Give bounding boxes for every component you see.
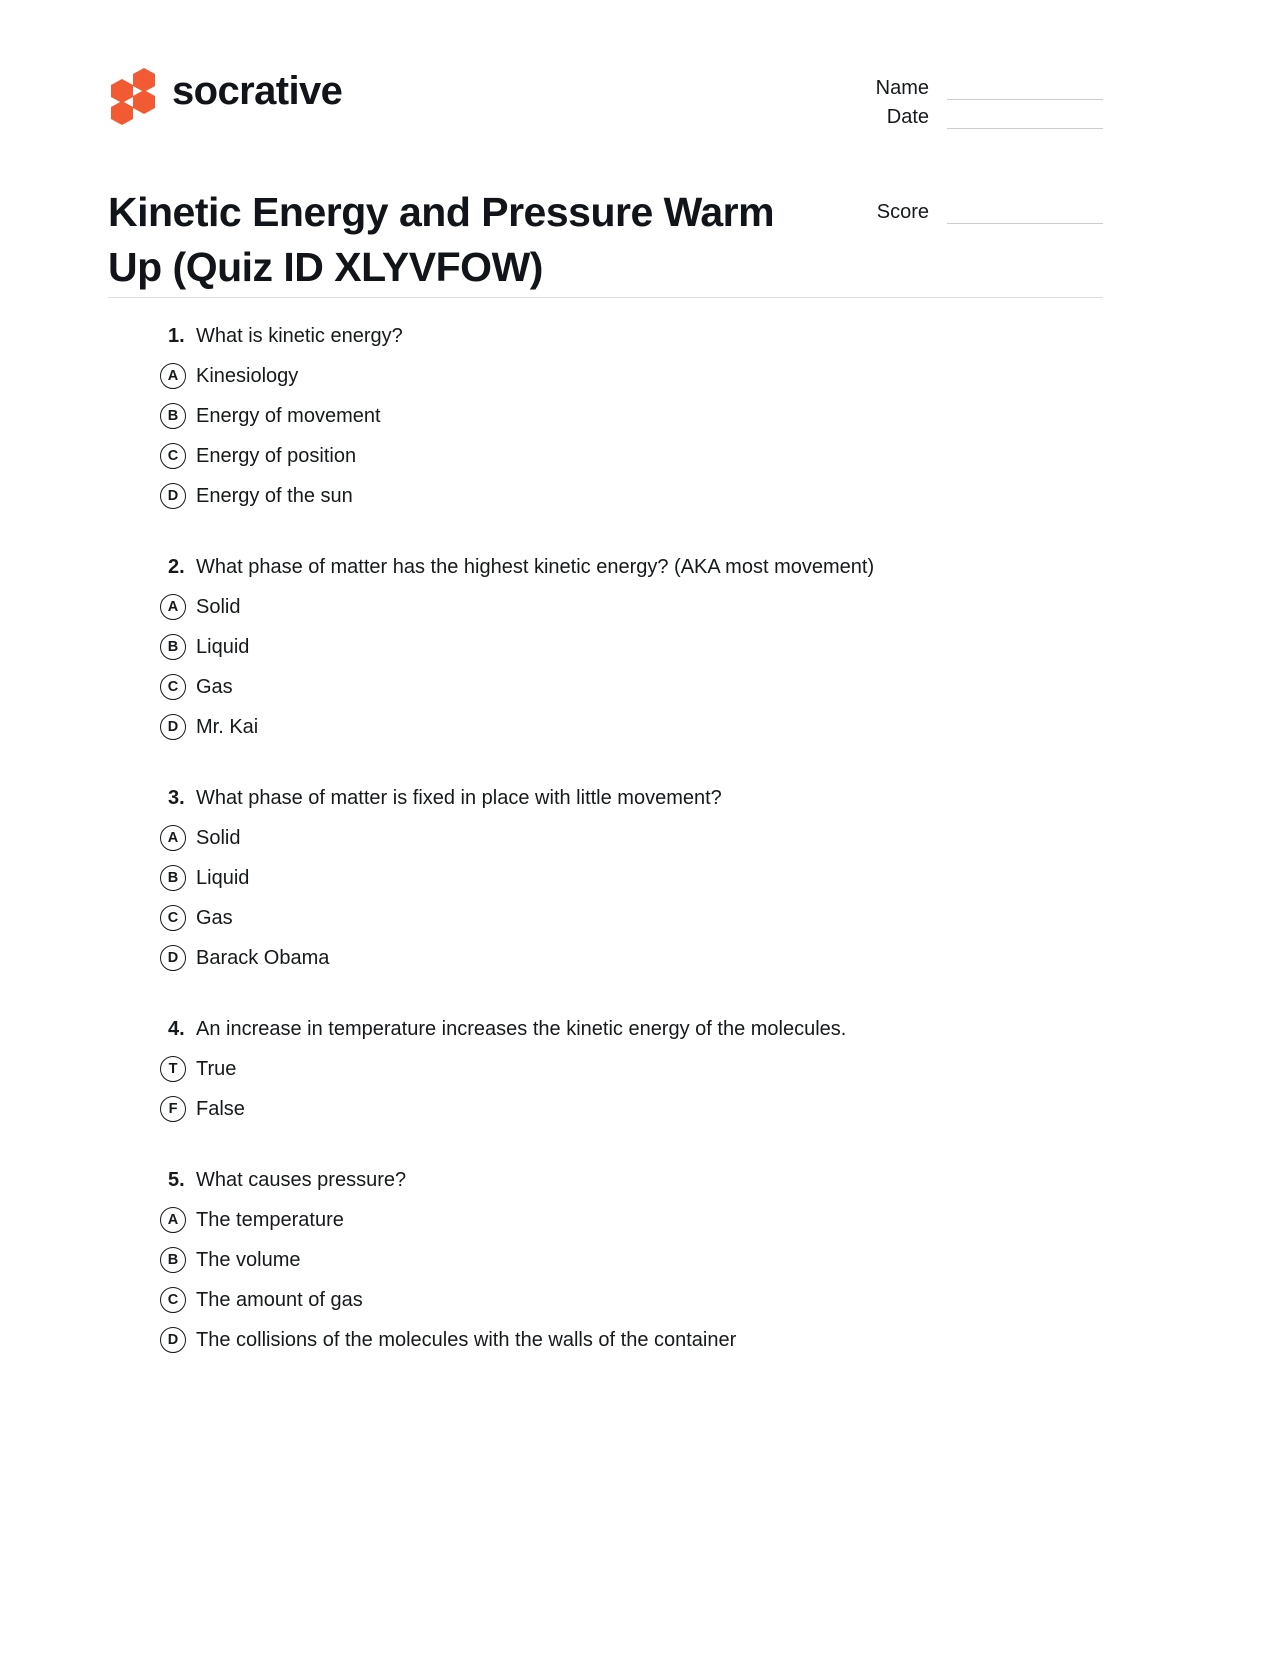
option-row[interactable] [0, 674, 1275, 700]
date-field-row [871, 107, 1103, 129]
option-label: The amount of gas [196, 1289, 363, 1311]
question-block [0, 553, 1275, 740]
question-number: 1. [168, 325, 185, 347]
option-row[interactable] [0, 825, 1275, 851]
question-text: What phase of matter has the highest kinetic energy? (AKA most movement) [196, 556, 875, 578]
option-bubble[interactable]: A [160, 825, 186, 851]
option-label: Energy of position [196, 445, 357, 467]
option-row[interactable] [0, 1287, 1275, 1313]
question-text: What causes pressure? [196, 1169, 407, 1191]
option-row[interactable] [0, 1096, 1275, 1122]
option-bubble[interactable]: F [160, 1096, 186, 1122]
option-bubble[interactable]: D [160, 1327, 186, 1353]
option-bubble[interactable]: C [160, 443, 186, 469]
option-row[interactable] [0, 1207, 1275, 1233]
option-bubble[interactable]: A [160, 1207, 186, 1233]
option-label: Mr. Kai [196, 716, 259, 738]
option-bubble[interactable]: D [160, 945, 186, 971]
question-text: What is kinetic energy? [196, 325, 403, 347]
question-block [0, 322, 1275, 509]
option-bubble[interactable]: A [160, 594, 186, 620]
option-row[interactable] [0, 1056, 1275, 1082]
brand-name: socrative [172, 69, 343, 113]
option-bubble[interactable]: T [160, 1056, 186, 1082]
question-text: What phase of matter is fixed in place with little movement? [196, 787, 722, 809]
page-title: Kinetic Energy and Pressure Warm Up (Quiz ID XLYVFOW) [108, 189, 775, 290]
option-label: Solid [196, 596, 241, 618]
option-bubble[interactable]: A [160, 363, 186, 389]
question-number: 5. [168, 1169, 185, 1191]
option-row[interactable] [0, 443, 1275, 469]
option-list [0, 825, 1275, 971]
question-text: An increase in temperature increases the kinetic energy of the molecules. [196, 1018, 847, 1040]
option-label: False [196, 1098, 245, 1120]
option-label: Liquid [196, 636, 250, 658]
option-bubble[interactable]: B [160, 1247, 186, 1273]
option-row[interactable] [0, 905, 1275, 931]
option-label: Energy of the sun [196, 485, 353, 507]
option-label: Solid [196, 827, 241, 849]
option-row[interactable] [0, 1327, 1275, 1353]
option-row[interactable] [0, 403, 1275, 429]
worksheet-header [0, 0, 1275, 223]
socrative-hexagon-logo-icon [108, 66, 158, 116]
option-row[interactable] [0, 1247, 1275, 1273]
question-header [0, 1015, 1275, 1043]
option-label: Barack Obama [196, 947, 330, 969]
option-label: True [196, 1058, 237, 1080]
option-label: Gas [196, 676, 233, 698]
date-label: Date [886, 106, 929, 128]
score-input-line[interactable] [947, 203, 1103, 224]
option-bubble[interactable]: B [160, 403, 186, 429]
option-bubble[interactable]: C [160, 674, 186, 700]
option-label: The collisions of the molecules with the walls of the container [196, 1329, 737, 1351]
question-header [0, 1166, 1275, 1194]
date-input-line[interactable] [947, 108, 1103, 129]
option-label: The temperature [196, 1209, 344, 1231]
score-field-row [871, 202, 1103, 224]
questions-list [0, 322, 1275, 1397]
option-list [0, 1207, 1275, 1353]
name-input-line[interactable] [947, 79, 1103, 100]
option-bubble[interactable]: D [160, 714, 186, 740]
option-label: Energy of movement [196, 405, 381, 427]
question-block [0, 1015, 1275, 1122]
option-list [0, 1056, 1275, 1122]
question-block [0, 784, 1275, 971]
option-row[interactable] [0, 865, 1275, 891]
option-bubble[interactable]: B [160, 634, 186, 660]
socrative-logo [108, 66, 342, 116]
name-field-row [871, 78, 1103, 100]
option-label: The volume [196, 1249, 301, 1271]
question-number: 4. [168, 1018, 185, 1040]
question-header [0, 784, 1275, 812]
question-header [0, 553, 1275, 581]
question-header [0, 322, 1275, 350]
option-bubble[interactable]: C [160, 1287, 186, 1313]
header-divider [108, 297, 1103, 298]
name-label: Name [875, 77, 929, 99]
option-label: Gas [196, 907, 233, 929]
question-number: 3. [168, 787, 185, 809]
score-label: Score [876, 201, 929, 223]
option-list [0, 363, 1275, 509]
option-row[interactable] [0, 483, 1275, 509]
option-label: Liquid [196, 867, 250, 889]
option-row[interactable] [0, 945, 1275, 971]
option-bubble[interactable]: C [160, 905, 186, 931]
option-row[interactable] [0, 363, 1275, 389]
question-block [0, 1166, 1275, 1353]
option-list [0, 594, 1275, 740]
option-label: Kinesiology [196, 365, 299, 387]
option-row[interactable] [0, 594, 1275, 620]
option-row[interactable] [0, 714, 1275, 740]
option-bubble[interactable]: B [160, 865, 186, 891]
option-row[interactable] [0, 634, 1275, 660]
option-bubble[interactable]: D [160, 483, 186, 509]
question-number: 2. [168, 556, 185, 578]
